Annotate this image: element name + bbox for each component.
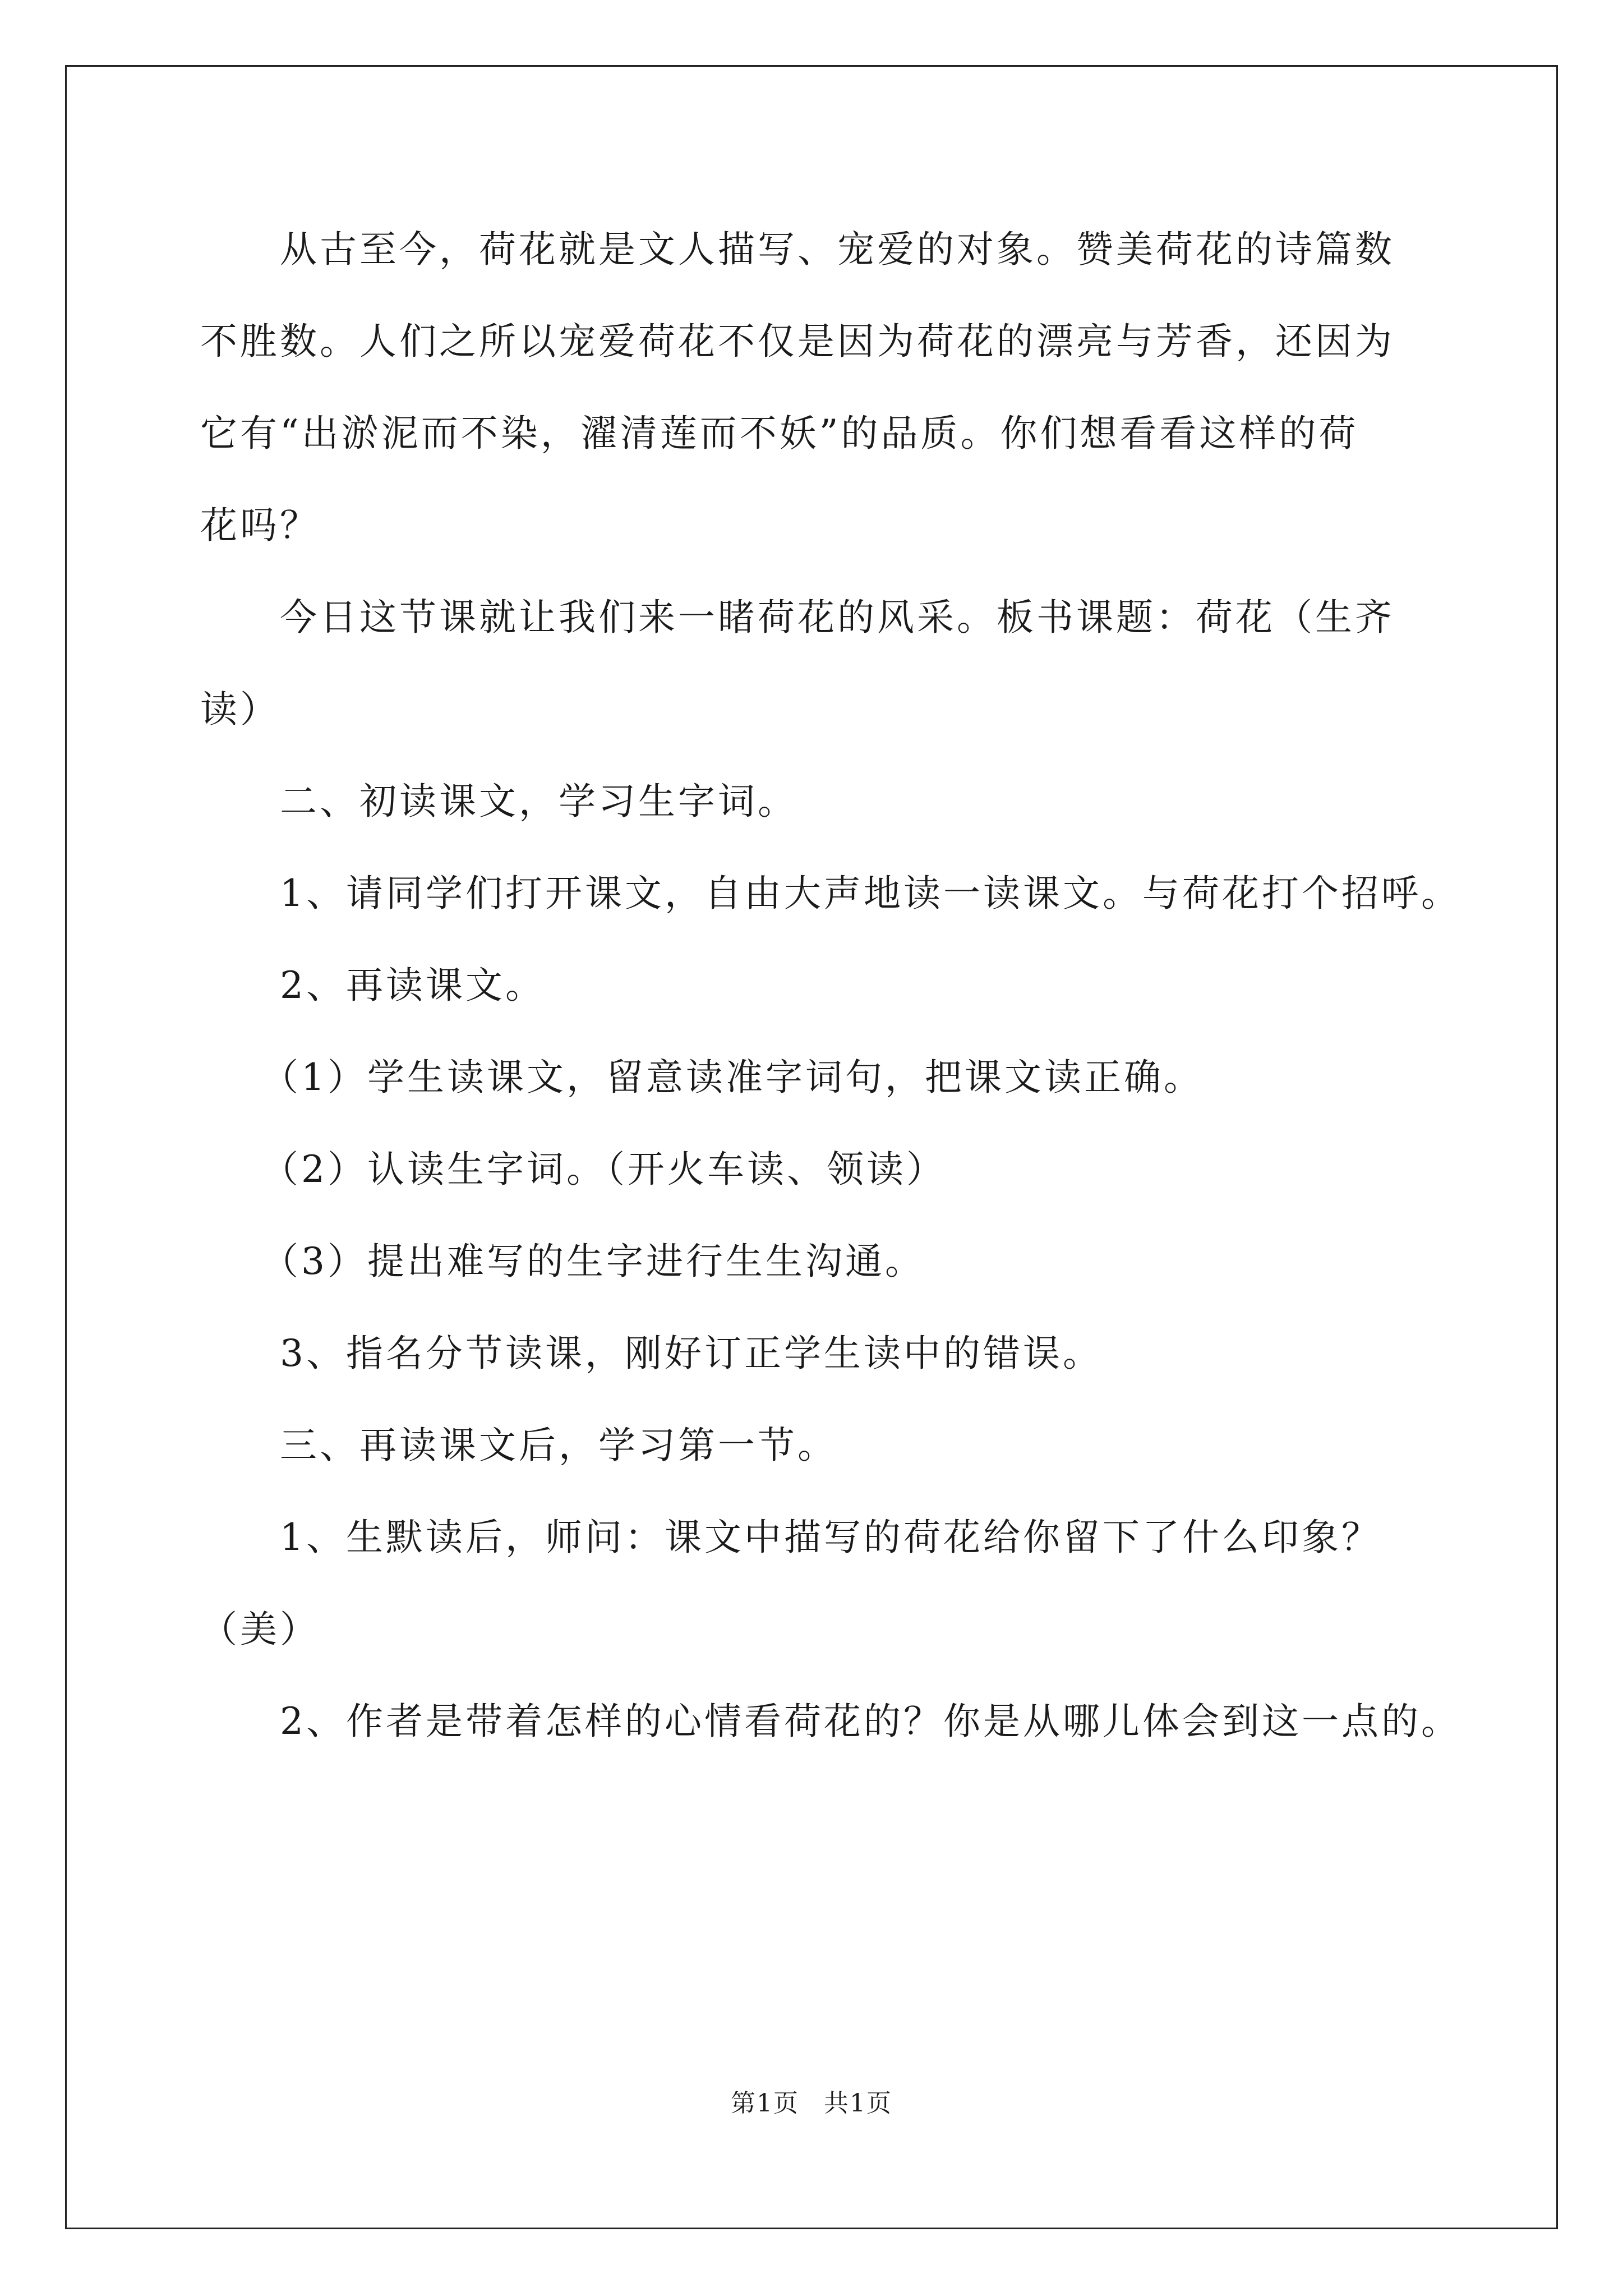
page-footer [0,2087,1623,2120]
text-line: 1、请同学们打开课文，自由大声地读一读课文。与荷花打个招呼。 [200,872,1461,915]
page-number: 第1页 [731,2089,799,2118]
text-line: （1）学生读课文，留意读准字词句，把课文读正确。 [200,1056,1204,1099]
text-line: 从古至今，荷花就是文人描写、宠爱的对象。赞美荷花的诗篇数 [200,228,1395,271]
text-line: （2）认读生字词。（开火车读、领读） [200,1148,946,1191]
text-line: 不胜数。人们之所以宠爱荷花不仅是因为荷花的漂亮与芳香，还因为 [200,320,1395,363]
text-line: 花吗？ [200,504,320,547]
text-line: 它有“出淤泥而不染，濯清莲而不妖”的品质。你们想看看这样的荷 [200,412,1359,455]
text-line: 2、再读课文。 [200,964,545,1007]
text-line: （3）提出难写的生字进行生生沟通。 [200,1240,925,1283]
text-line: 2、作者是带着怎样的心情看荷花的？你是从哪儿体会到这一点的。 [200,1700,1461,1743]
text-line: 今日这节课就让我们来一睹荷花的风采。板书课题：荷花（生齐 [200,596,1395,639]
text-line: 1、生默读后，师问：课文中描写的荷花给你留下了什么印象？ [200,1516,1381,1559]
text-line: 三、再读课文后，学习第一节。 [200,1424,837,1467]
text-line: 3、指名分节读课，刚好订正学生读中的错误。 [200,1332,1103,1375]
text-line: 读） [200,688,280,731]
text-line: 二、初读课文，学习生字词。 [200,780,797,823]
page-total: 共1页 [824,2089,892,2118]
text-line: （美） [200,1608,320,1651]
